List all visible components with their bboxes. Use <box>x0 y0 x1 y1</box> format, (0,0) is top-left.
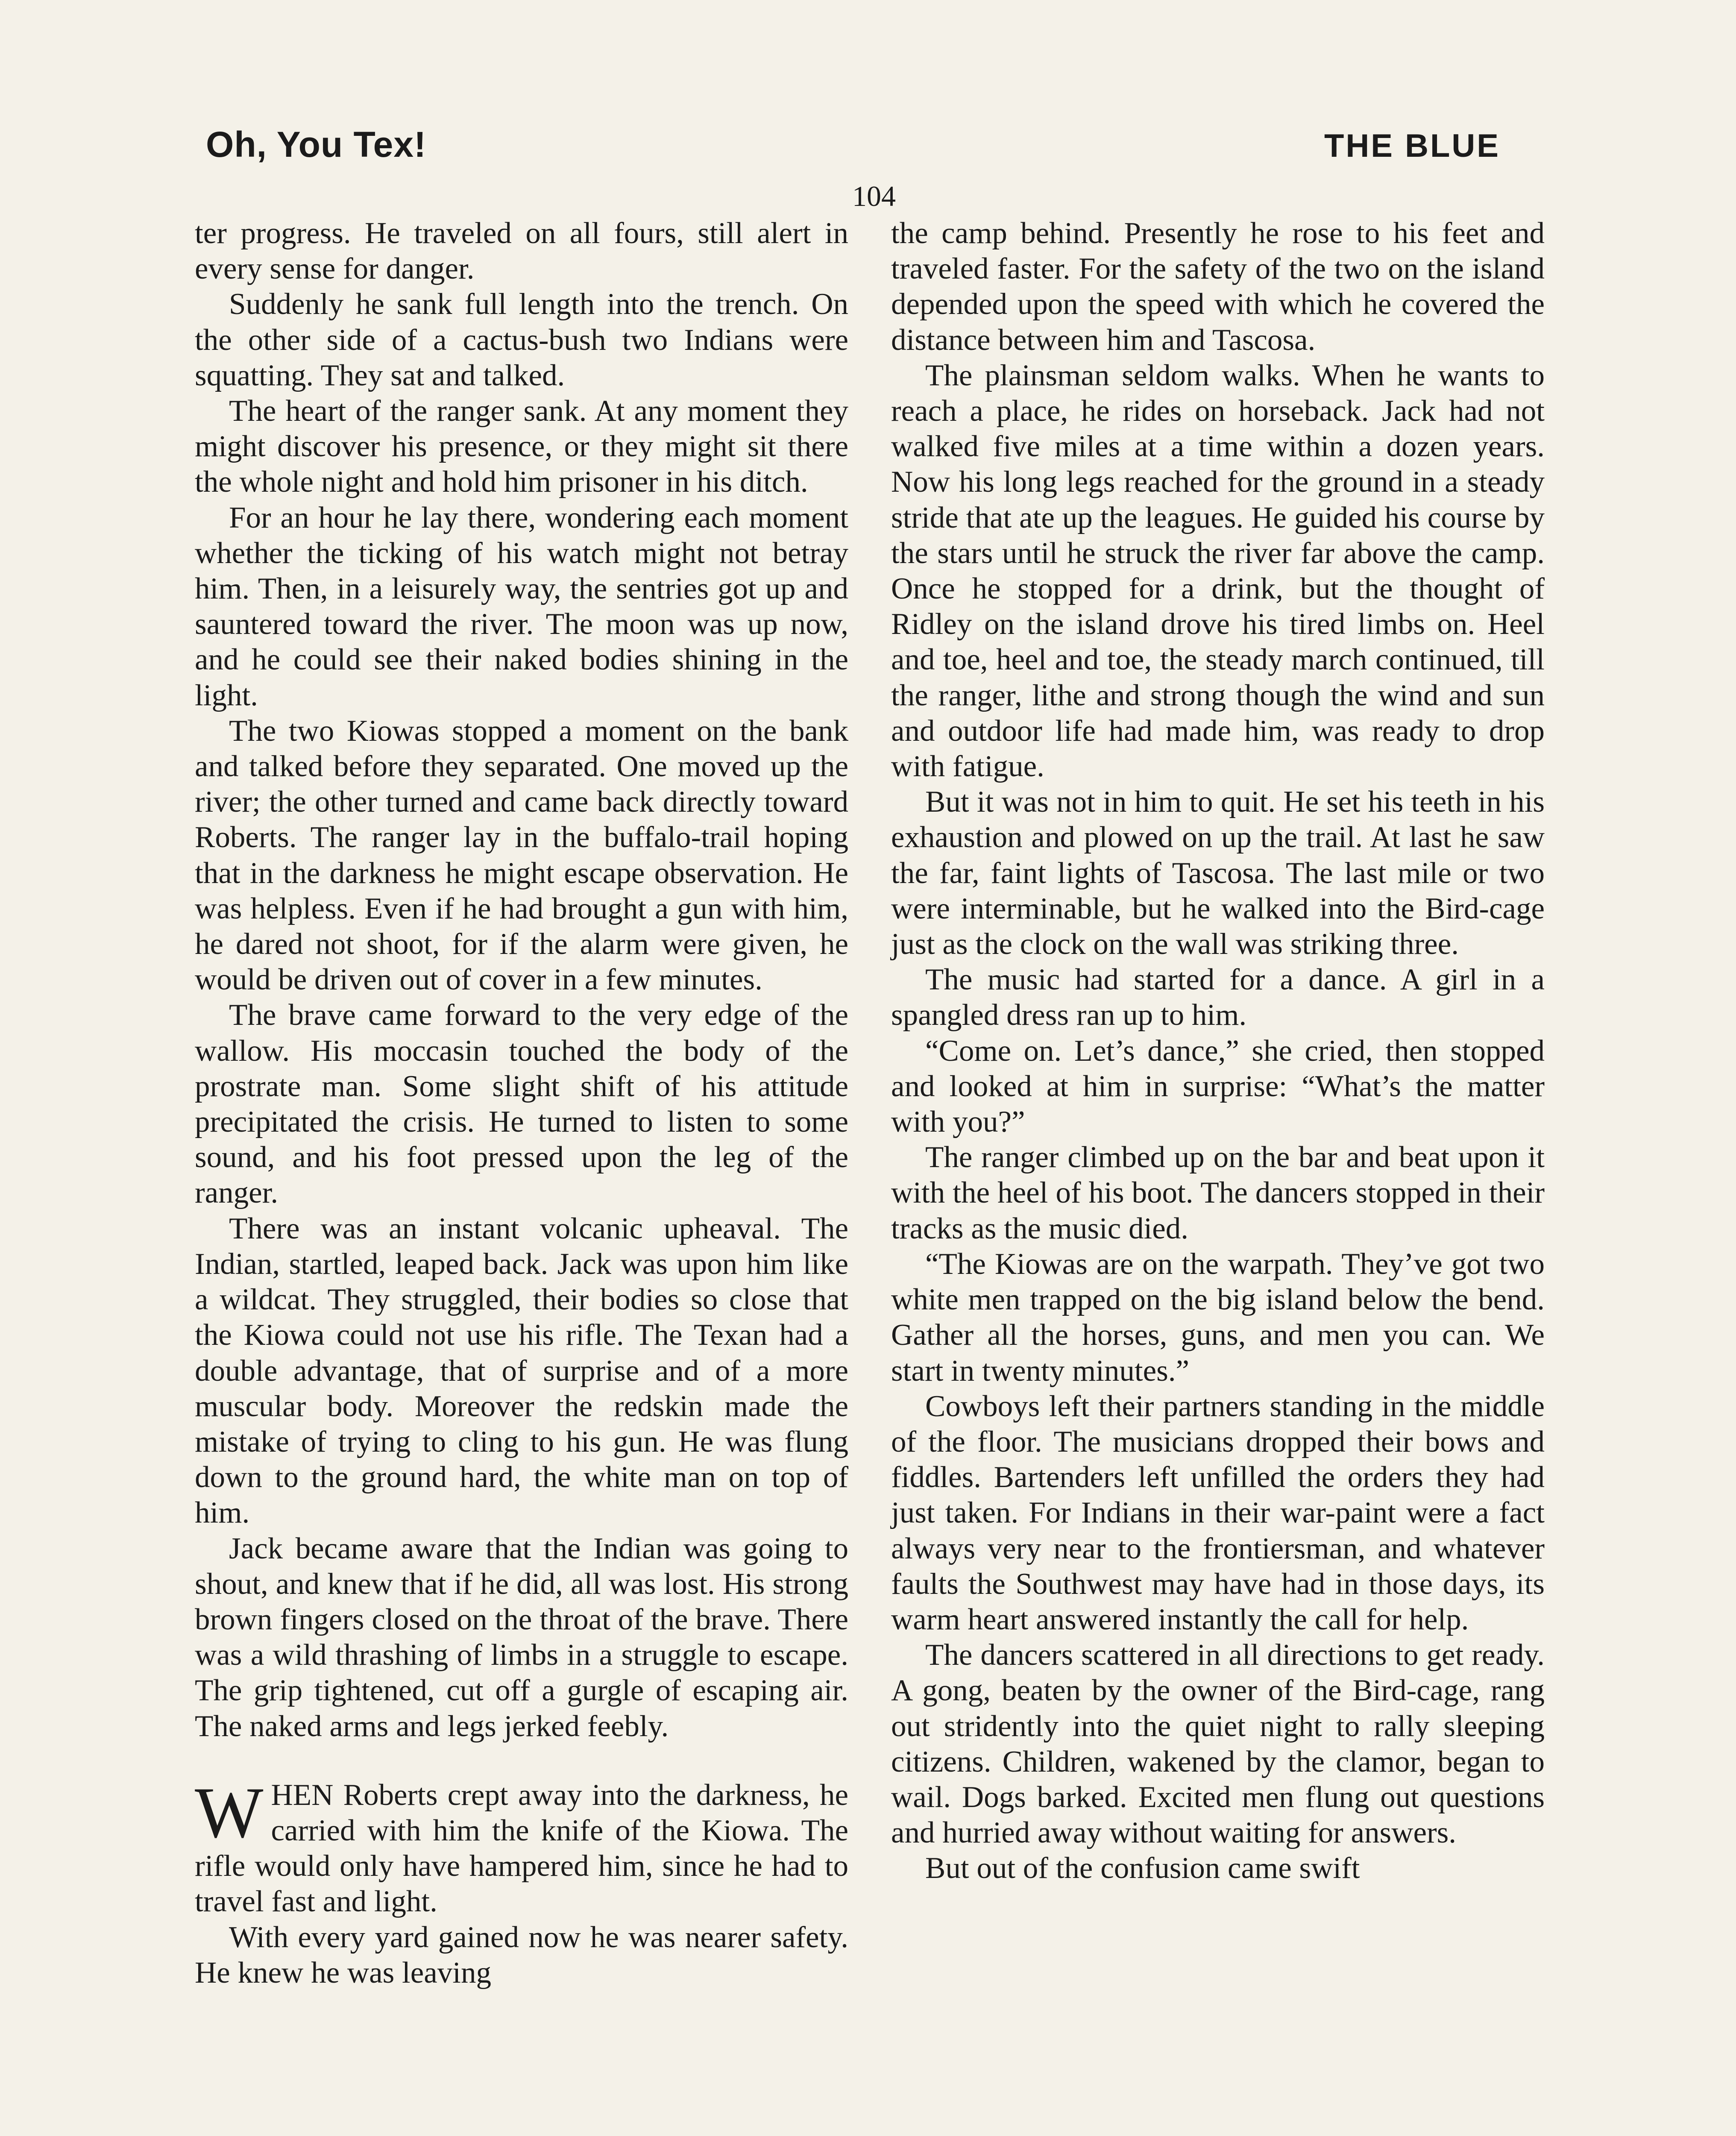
paragraph: The plainsman seldom walks. When he wants to reach a place, he rides on horseback. Jack had not walked five miles at a time within a dozen years. Now his long legs reached for the ground in a steady stride that ate up the leagues. He guided his course by the stars until he struck the river far above the camp. Once he stopped for a drink, but the thought of Ridley on the island drove his tired limbs on. Heel and toe, heel and toe, the steady march continued, till the ranger, lithe and strong though the wind and sun and outdoor life had made him, was ready to drop with fatigue. <box>891 358 1545 783</box>
paragraph: There was an instant volcanic upheaval. The Indian, startled, leaped back. Jack was upon him like a wildcat. They struggled, their bodies so close that the Kiowa could not use his rifle. The Texan had a double advantage, that of surprise and of a more muscular body. Moreover the redskin made the mistake of trying to cling to his gun. He was flung down to the ground hard, the white man on top of him. <box>195 1212 848 1530</box>
paragraph: But out of the confusion came swift <box>925 1851 1360 1885</box>
paragraph: The music had started for a dance. A girl in a spangled dress ran up to him. <box>891 963 1545 1032</box>
paragraph: For an hour he lay there, wondering each moment whether the ticking of his watch might not betray him. Then, in a leisurely way, the sentries got up and sauntered toward the river. The moon was up now, and he could see their naked bodies shining in the light. <box>195 501 848 712</box>
section-opening-paragraph <box>195 1772 848 1920</box>
left-text-column <box>195 216 848 1991</box>
paragraph: Jack became aware that the Indian was going to shout, and knew that if he did, all was lost. His strong brown fingers closed on the throat of the brave. There was a wild thrashing of limbs in a struggle to escape. The grip tightened, cut off a gurgle of escaping air. The naked arms and legs jerked feebly. <box>195 1532 848 1743</box>
paragraph: the camp behind. Presently he rose to his feet and traveled faster. For the safety of the two on the island depended upon the speed with which he covered the distance between him and Tascosa. <box>891 217 1545 357</box>
drop-cap: W <box>195 1772 264 1853</box>
paragraph: With every yard gained now he was nearer safety. He knew he was leaving <box>195 1920 848 1989</box>
paragraph: The ranger climbed up on the bar and beat upon it with the heel of his boot. The dancers stopped in their tracks as the music died. <box>891 1141 1545 1245</box>
page-number: 104 <box>852 180 896 212</box>
paragraph: Suddenly he sank full length into the trench. On the other side of a cactus-bush two Indians were squatting. They sat and talked. <box>195 288 848 392</box>
paragraph: “The Kiowas are on the warpath. They’ve got two white men trapped on the big island below the bend. Gather all the horses, guns, and men you can. We start in twenty minutes.” <box>891 1247 1545 1388</box>
paragraph: ter progress. He traveled on all fours, still alert in every sense for danger. <box>195 217 848 286</box>
paragraph: But it was not in him to quit. He set his teeth in his exhaustion and plowed on up the trail. At last he saw the far, faint lights of Tascosa. The last mile or two were interminable, but he walked into the Bird-cage just as the clock on the wall was striking three. <box>891 785 1545 961</box>
paragraph: The brave came forward to the very edge of the wallow. His moccasin touched the body of the prostrate man. Some slight shift of his attitude precipitated the crisis. He turned to listen to some sound, and his foot pressed upon the leg of the ranger. <box>195 998 848 1210</box>
paragraph: Cowboys left their partners standing in the middle of the floor. The musicians dropped their bows and fiddles. Bartenders left unfilled the orders they had just taken. For Indians in their war-paint were a fact always very near to the frontiersman, and whatever faults the Southwest may have had in those days, its warm heart answered instantly the call for help. <box>891 1389 1545 1636</box>
paragraph: The heart of the ranger sank. At any moment they might discover his presence, or they might sit there the whole night and hold him prisoner in his ditch. <box>195 394 848 499</box>
paragraph: The two Kiowas stopped a moment on the bank and talked before they separated. One moved up the river; the other turned and came back directly toward Roberts. The ranger lay in the buffalo-trail hoping that in the darkness he might escape observation. He was helpless. Even if he had brought a gun with him, he dared not shoot, for if the alarm were given, he would be driven out of cover in a few minutes. <box>195 714 848 997</box>
paragraph: “Come on. Let’s dance,” she cried, then stopped and looked at him in surprise: “What’s the matter with you?” <box>891 1034 1545 1139</box>
right-text-column <box>891 216 1545 1887</box>
section-opening-text: HEN Roberts crept away into the darkness, he carried with him the knife of the Kiowa. The rifle would only have hampered him, since he had to travel fast and light. <box>195 1778 848 1919</box>
paragraph: The dancers scattered in all directions to get ready. A gong, beaten by the owner of the Bird-cage, rang out stridently into the quiet night to rally sleeping citizens. Children, wakened by the clamor, began to wail. Dogs barked. Excited men flung out questions and hurried away without waiting for answers. <box>891 1638 1545 1850</box>
magazine-title: THE BLUE <box>1324 128 1500 164</box>
story-title: Oh, You Tex! <box>206 124 427 164</box>
